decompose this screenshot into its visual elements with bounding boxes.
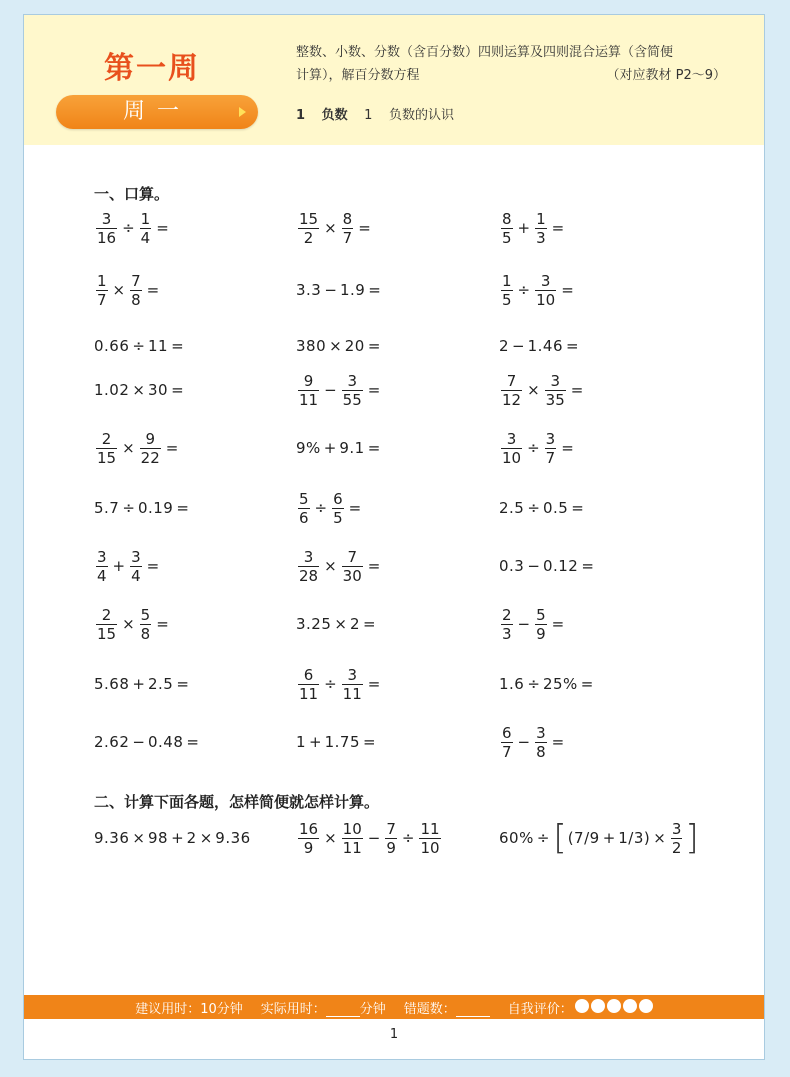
denominator: 7 [97,290,107,309]
numerator: 9 [145,429,155,448]
mental-math-item [94,545,162,587]
numerator: 9 [303,371,314,390]
numerator: 2 [101,605,112,624]
mental-math-item [499,369,586,411]
lesson-number: 1 [296,108,306,123]
actual-time [261,998,386,1017]
number: 0.66 [94,337,130,355]
fraction [298,549,319,584]
mental-math-item [499,603,567,645]
number: 1.6 [499,675,525,693]
mental-math-item [296,721,379,763]
mental-math-item [94,207,172,249]
operator: − [132,733,145,751]
error-count [404,998,490,1017]
operator: = [363,615,376,633]
section-1-title: 一、口算。 [94,185,170,203]
operator: = [368,281,381,299]
operator: = [566,337,579,355]
numerator: 6 [502,723,512,742]
fraction [342,821,363,856]
number: 2.5 [147,675,174,693]
operator: = [171,337,184,355]
fraction [140,211,152,246]
numerator: 7 [131,271,141,290]
topic-description [296,41,726,87]
numerator: 2 [101,429,112,448]
fraction [545,431,557,466]
denominator: 8 [131,290,141,309]
number: 1.9 [339,281,366,299]
numerator: 11 [420,819,440,838]
mental-math-item [94,721,202,763]
operator: = [171,381,184,399]
numerator: 5 [299,489,309,508]
numerator: 3 [97,547,107,566]
denominator: 11 [299,684,319,703]
numerator: 5 [536,605,546,624]
lesson-unit: 负数 [321,108,348,123]
operator: − [512,337,525,355]
denominator: 11 [342,838,362,857]
mental-math-item [94,487,192,529]
operator: = [367,557,381,575]
page-header [24,15,764,145]
fraction [298,821,319,856]
numerator: 2 [502,605,512,624]
operator: = [367,439,381,457]
bracket: ] [685,818,699,858]
topic-line-1: 整数、小数、分数（含百分数）四则运算及四则混合运算（含简便 [296,45,674,60]
numerator: 3 [671,819,682,838]
number: 0.48 [147,733,184,751]
operator: + [171,829,184,847]
operator: − [324,381,337,399]
denominator: 10 [502,448,522,467]
operator: = [561,439,574,457]
denominator: 5 [502,228,512,247]
fraction [96,549,108,584]
number: 0.3 [499,557,525,575]
fraction [342,211,354,246]
operator: + [602,829,616,847]
fraction [342,667,363,702]
self-evaluation [508,998,653,1017]
number: 60% [499,829,534,847]
operator: × [122,439,135,457]
operator: = [146,557,160,575]
operator: = [367,337,381,355]
number: 5.68 [94,675,130,693]
numerator: 10 [342,819,362,838]
denominator: 55 [342,390,362,409]
numerator: 5 [140,605,151,624]
denominator: 11 [342,684,362,703]
operator: ÷ [527,675,540,693]
operator: = [580,675,594,693]
operator: ÷ [517,281,531,299]
denominator: 10 [536,290,556,309]
operator: ÷ [314,499,328,517]
numerator: 3 [303,547,314,566]
operator: × [122,615,135,633]
lesson-title: 负数的认识 [388,108,454,123]
number: 2.5 [499,499,525,517]
numerator: 16 [299,819,319,838]
fraction [298,211,319,246]
fraction [535,725,547,760]
error-count-label: 错题数： [403,1001,456,1017]
numerator: 3 [550,371,560,390]
number: 11 [147,337,169,355]
operator: = [367,381,381,399]
numerator: 6 [333,489,343,508]
topic-line-2: 计算），解百分数方程 [296,68,420,83]
numerator: 7 [386,819,396,838]
number: 9.36 [215,829,251,847]
section-2-title: 二、计算下面各题，怎样简便就怎样计算。 [94,793,380,811]
mental-math-item [296,369,383,411]
number: 380 [296,337,327,355]
number: 3.25 [296,615,332,633]
operator: ÷ [527,499,540,517]
operator: = [363,733,376,751]
number: 9% [296,439,321,457]
mental-math-item [499,427,577,469]
number: 0.5 [542,499,569,517]
numerator: 1 [140,209,151,228]
mental-math-item [499,663,596,705]
denominator: 7 [342,228,353,247]
operator: × [132,829,145,847]
mental-math-item [499,207,567,249]
fraction [140,607,152,642]
operator: + [132,675,145,693]
fraction [535,607,547,642]
numerator: 8 [502,209,512,228]
numerator: 6 [303,665,314,684]
number: 9.36 [94,829,130,847]
operator: − [367,829,381,847]
operator: = [146,281,160,299]
number: 1.46 [527,337,564,355]
fraction [501,211,513,246]
number: 5.7 [94,499,120,517]
denominator: 5 [333,508,343,527]
operator: × [653,829,666,847]
denominator: 6 [299,508,309,527]
operator: = [176,675,189,693]
operator: = [561,281,574,299]
fraction [535,211,547,246]
number: 20 [344,337,365,355]
operator: ÷ [536,829,550,847]
denominator: 28 [299,566,319,585]
operator: − [527,557,540,575]
operator: = [551,733,565,751]
mental-math-item [499,545,597,587]
number: 2 [349,615,361,633]
fraction [535,273,556,308]
operator: ÷ [132,337,145,355]
operator: ÷ [324,675,337,693]
mental-math-item [499,269,577,311]
calculation-item [499,815,700,861]
number: 2 [499,337,510,355]
number: 9.1 [339,439,365,457]
mental-math-item [296,545,383,587]
operator: = [156,219,169,237]
denominator: 9 [303,838,314,857]
operator: = [551,219,565,237]
fraction [501,373,522,408]
operator: + [323,439,337,457]
operator: × [334,615,347,633]
numerator: 7 [506,371,517,390]
page-number: 1 [389,1027,399,1042]
rating-stars[interactable] [575,999,653,1013]
flower-star-icon[interactable] [623,999,637,1013]
denominator: 15 [97,624,117,643]
number: 1/3) [618,829,651,847]
mental-math-item [94,427,181,469]
denominator: 3 [536,228,546,247]
actual-time-label: 实际用时： [260,1001,326,1017]
operator: = [176,499,189,517]
mental-math-item [296,603,379,645]
operator: ÷ [401,829,415,847]
operator: = [570,381,584,399]
number: 30 [147,381,169,399]
operator: × [324,219,337,237]
mental-math-item [296,207,374,249]
flower-star-icon[interactable] [591,999,605,1013]
flower-star-icon[interactable] [575,999,589,1013]
denominator: 9 [536,624,546,643]
fraction [298,667,319,702]
fraction [298,491,310,526]
operator: = [367,675,381,693]
denominator: 7 [502,742,512,761]
operator: ÷ [527,439,540,457]
workbook-page [23,14,765,1060]
fraction [501,725,513,760]
flower-star-icon[interactable] [639,999,653,1013]
number: 3.3 [296,281,322,299]
operator: × [329,337,342,355]
fraction [342,373,363,408]
denominator: 4 [97,566,107,585]
number: 0.19 [137,499,174,517]
number: (7/9 [567,829,600,847]
mental-math-item [94,369,187,411]
number: 1 [296,733,307,751]
fraction [501,607,513,642]
day-label: 周一 [122,99,191,124]
denominator: 30 [342,566,362,585]
numerator: 7 [347,547,357,566]
denominator: 10 [420,838,440,857]
fraction [342,549,363,584]
day-pill [56,95,258,129]
operator: − [517,733,531,751]
operator: ÷ [122,219,135,237]
denominator: 5 [502,290,512,309]
operator: = [581,557,594,575]
operator: = [156,615,169,633]
operator: = [358,219,371,237]
mental-math-item [296,487,364,529]
fraction [501,273,513,308]
play-arrow-icon [239,107,246,117]
number: 98 [147,829,169,847]
mental-math-item [94,663,192,705]
operator: = [165,439,179,457]
number: 2 [186,829,197,847]
numerator: 3 [506,429,517,448]
numerator: 3 [540,271,551,290]
number: 1.02 [94,381,130,399]
mental-math-item [499,487,587,529]
mental-math-item [296,325,383,367]
operator: × [199,829,213,847]
fraction [671,821,683,856]
fraction [385,821,397,856]
number: 0.12 [542,557,579,575]
mental-math-item [94,325,187,367]
denominator: 4 [131,566,141,585]
flower-star-icon[interactable] [607,999,621,1013]
fraction [140,431,161,466]
fraction [419,821,440,856]
operator: + [517,219,531,237]
footer-bar [24,995,764,1019]
denominator: 3 [502,624,512,643]
numerator: 3 [545,429,556,448]
operator: − [324,281,337,299]
numerator: 15 [299,209,319,228]
bracket: [ [553,818,567,858]
numerator: 3 [101,209,112,228]
mental-math-item [94,269,162,311]
number: 25% [542,675,578,693]
operator: + [309,733,322,751]
actual-time-unit: 分钟 [359,1001,386,1017]
operator: × [324,557,337,575]
operator: ÷ [122,499,135,517]
mental-math-item [94,603,172,645]
fraction [96,431,117,466]
denominator: 7 [545,448,556,467]
mental-math-item [296,427,383,469]
operator: × [527,381,540,399]
operator: − [517,615,531,633]
denominator: 8 [536,742,546,761]
numerator: 1 [97,271,107,290]
denominator: 9 [386,838,396,857]
fraction [501,431,522,466]
lesson-line [296,104,454,123]
fraction [130,549,142,584]
mental-math-item [296,269,384,311]
mental-math-item [499,325,582,367]
operator: = [186,733,199,751]
operator: = [551,615,565,633]
suggested-time: 建议用时：10分钟 [135,1001,243,1017]
operator: × [132,381,145,399]
operator: = [571,499,584,517]
denominator: 4 [140,228,151,247]
denominator: 8 [140,624,151,643]
operator: × [112,281,126,299]
number: 2.62 [94,733,130,751]
numerator: 8 [342,209,353,228]
textbook-ref: （对应教材 P2～9） [606,68,726,83]
operator: = [348,499,362,517]
error-count-blank[interactable] [456,1004,490,1017]
denominator: 2 [303,228,314,247]
fraction [96,273,108,308]
denominator: 16 [97,228,117,247]
numerator: 3 [131,547,141,566]
mental-math-item [499,721,567,763]
fraction [130,273,142,308]
fraction [298,373,319,408]
calculation-item [296,815,443,861]
numerator: 1 [536,209,546,228]
actual-time-blank[interactable] [326,1004,360,1017]
numerator: 3 [536,723,546,742]
numerator: 3 [347,371,357,390]
fraction [96,607,117,642]
self-eval-label: 自我评价： [507,1001,573,1017]
lesson-sub-number: 1 [364,108,373,123]
denominator: 12 [502,390,522,409]
mental-math-item [296,663,383,705]
denominator: 35 [545,390,565,409]
denominator: 11 [299,390,319,409]
fraction [545,373,566,408]
fraction [96,211,117,246]
fraction [332,491,344,526]
operator: × [324,829,337,847]
numerator: 1 [502,271,512,290]
denominator: 22 [140,448,160,467]
number: 1.75 [324,733,361,751]
operator: + [112,557,126,575]
denominator: 15 [97,448,117,467]
numerator: 3 [347,665,357,684]
week-title: 第一周 [104,51,200,86]
calculation-item [94,815,251,861]
denominator: 2 [671,838,682,857]
